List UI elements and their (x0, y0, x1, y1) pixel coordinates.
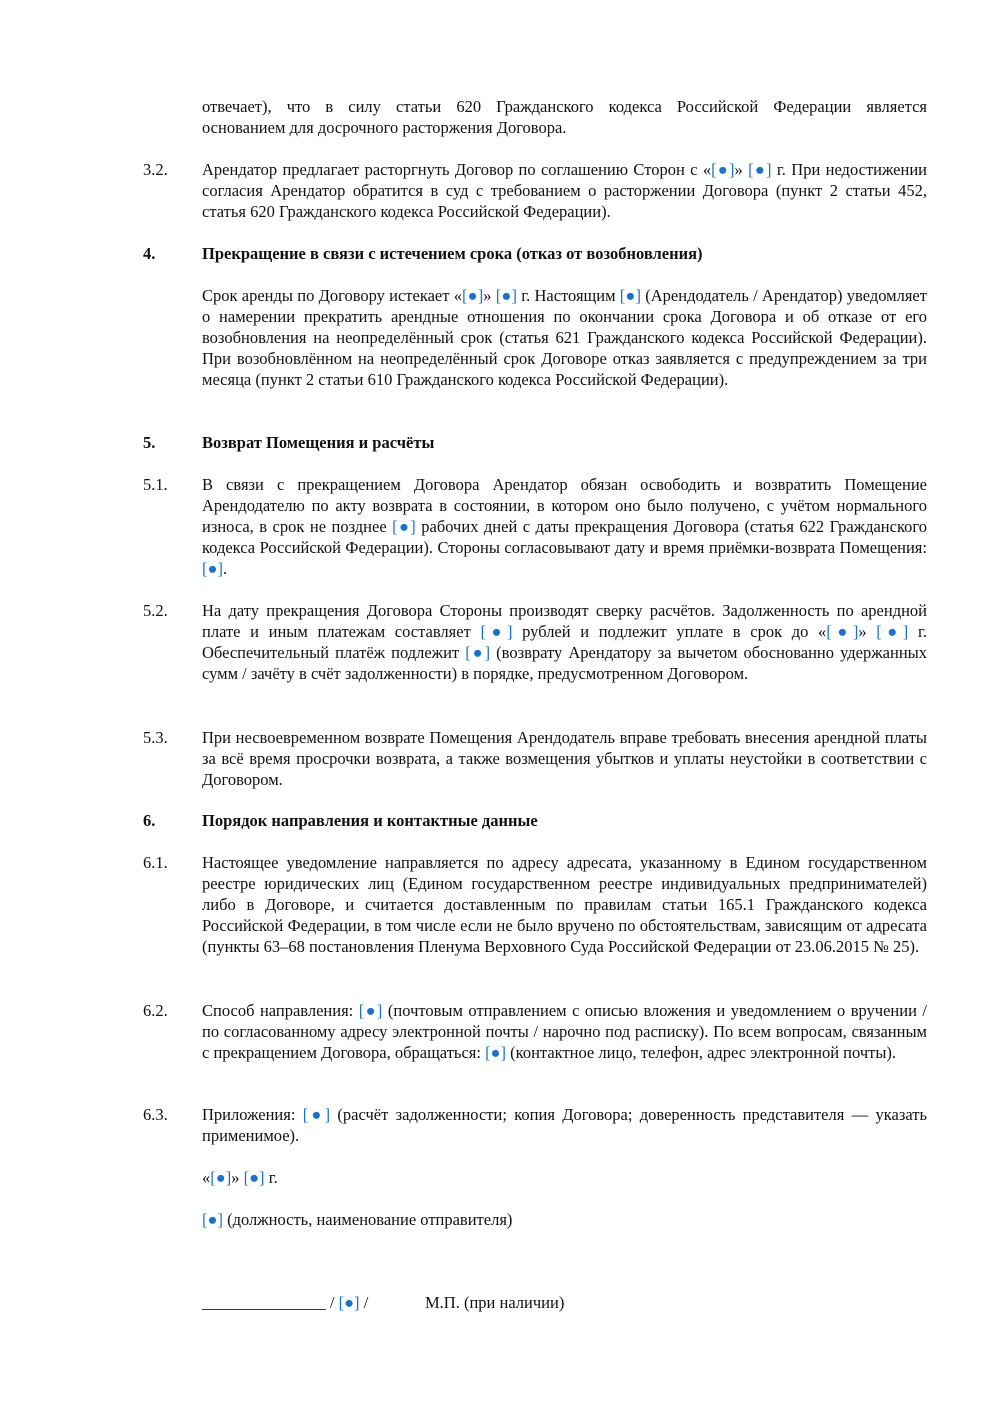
clause-3-1-tail-line2: основанием для досрочного расторжения Договора. (202, 118, 567, 137)
clause-6-3-number: 6.3. (143, 1105, 168, 1124)
placeholder-contact[interactable]: [●] (485, 1043, 507, 1062)
clause-3-2-text: Арендатор предлагает расторгнуть Договор по соглашению Сторон с «[●]» [●] г. При недостижении согласия Арендатор обратится в суд с требованием о расторжении Договора (пункт 2 статьи 452, статья 620 Гражданского кодекса Российской Федерации). (202, 160, 927, 221)
clause-6-3-text: Приложения: [●] (расчёт задолженности; копия Договора; доверенность представителя — указать применимое). (202, 1105, 927, 1145)
placeholder-signer-name[interactable]: [●] (338, 1293, 360, 1312)
clause-5-1-number: 5.1. (143, 475, 168, 494)
section-5-number: 5. (143, 433, 156, 452)
section-6-title: Порядок направления и контактные данные (202, 811, 538, 830)
stamp-note: М.П. (при наличии) (425, 1293, 565, 1312)
date-line: «[●]» [●] г. (202, 1168, 278, 1187)
clause-3-2-number: 3.2. (143, 160, 168, 179)
placeholder-attachments[interactable]: [●] (302, 1105, 331, 1124)
section-4-title: Прекращение в связи с истечением срока (отказ от возобновления) (202, 244, 703, 263)
section-5-title: Возврат Помещения и расчёты (202, 433, 435, 452)
clause-6-2-text: Способ направления: [●] (почтовым отправлением с описью вложения и уведомлением о вручении / по согласованному адресу электронной почты / нарочно под расписку). По всем вопросам, связанным с прекращением Договора, обращаться: [●] (контактное лицо, телефон, адрес электронной почты). (202, 1001, 927, 1062)
placeholder-return-time[interactable]: [●] (202, 559, 223, 578)
section-4-number: 4. (143, 244, 156, 263)
placeholder-amount[interactable]: [●] (480, 622, 513, 641)
placeholder-month-year[interactable]: [●] (243, 1168, 265, 1187)
placeholder-day[interactable]: [●] (711, 160, 735, 179)
placeholder-sender[interactable]: [●] (202, 1210, 223, 1229)
placeholder-delivery-method[interactable]: [●] (358, 1001, 383, 1020)
placeholder-day[interactable]: [●] (210, 1168, 232, 1187)
sender-line: [●] (должность, наименование отправителя) (202, 1210, 513, 1229)
section-6-number: 6. (143, 811, 156, 830)
clause-5-3-text: При несвоевременном возврате Помещения Арендодатель вправе требовать внесения арендной платы за всё время просрочки возврата, а также возмещения убытков и уплаты неустойки в соответствии с Договором. (202, 728, 927, 789)
placeholder-month-year[interactable]: [●] (495, 286, 517, 305)
placeholder-party[interactable]: [●] (619, 286, 642, 305)
placeholder-day[interactable]: [●] (461, 286, 484, 305)
clause-5-2-text: На дату прекращения Договора Стороны производят сверку расчётов. Задолженность по арендной плате и иным платежам составляет [●] рублей и подлежит уплате в срок до «[●]» [●] г. Обеспечительный платёж подлежит [●] (возврату Арендатору за вычетом обоснованно удержанных сумм / зачёту в счёт задолженности) в порядке, предусмотренном Договором. (202, 601, 927, 683)
signature-line: _______________ / [●] / (202, 1293, 369, 1312)
clause-5-2-number: 5.2. (143, 601, 168, 620)
placeholder-days[interactable]: [●] (392, 517, 416, 536)
section-4-text: Срок аренды по Договору истекает «[●]» [●] г. Настоящим [●] (Арендодатель / Арендатор) уведомляет о намерении прекратить арендные отношения по окончании срока Договора и об отказе от его возобновления на неопределённый срок (статья 621 Гражданского кодекса Российской Федерации). При возобновлённом на неопределённый срок Договоре отказ заявляется с предупреждением за три месяца (пункт 2 статьи 610 Гражданского кодекса Российской Федерации). (202, 286, 927, 389)
placeholder-deposit-option[interactable]: [●] (465, 643, 491, 662)
clause-3-1-tail-line1: отвечает), что в силу статьи 620 Гражданского кодекса Российской Федерации является (202, 97, 927, 116)
placeholder-month-year[interactable]: [●] (876, 622, 909, 641)
clause-6-2-number: 6.2. (143, 1001, 168, 1020)
placeholder-month-year[interactable]: [●] (748, 160, 772, 179)
clause-5-1-text: В связи с прекращением Договора Арендатор обязан освободить и возвратить Помещение Арендодателю по акту возврата в состоянии, в котором оно было получено, с учётом нормального износа, в срок не позднее [●] рабочих дней с даты прекращения Договора (статья 622 Гражданского кодекса Российской Федерации). Стороны согласовывают дату и время приёмки-возврата Помещения: [●]. (202, 475, 927, 578)
placeholder-day[interactable]: [●] (826, 622, 859, 641)
clause-6-1-text: Настоящее уведомление направляется по адресу адресата, указанному в Едином государственном реестре юридических лиц (Едином государственном реестре индивидуальных предпринимателей) либо в Договоре, и считается доставленным по правилам статьи 165.1 Гражданского кодекса Российской Федерации, в том числе если не было вручено по обстоятельствам, зависящим от адресата (пункты 63–68 постановления Пленума Верховного Суда Российской Федерации от 23.06.2015 № 25). (202, 853, 927, 956)
clause-6-1-number: 6.1. (143, 853, 168, 872)
signature-blank[interactable]: _______________ (202, 1293, 326, 1312)
clause-5-3-number: 5.3. (143, 728, 168, 747)
